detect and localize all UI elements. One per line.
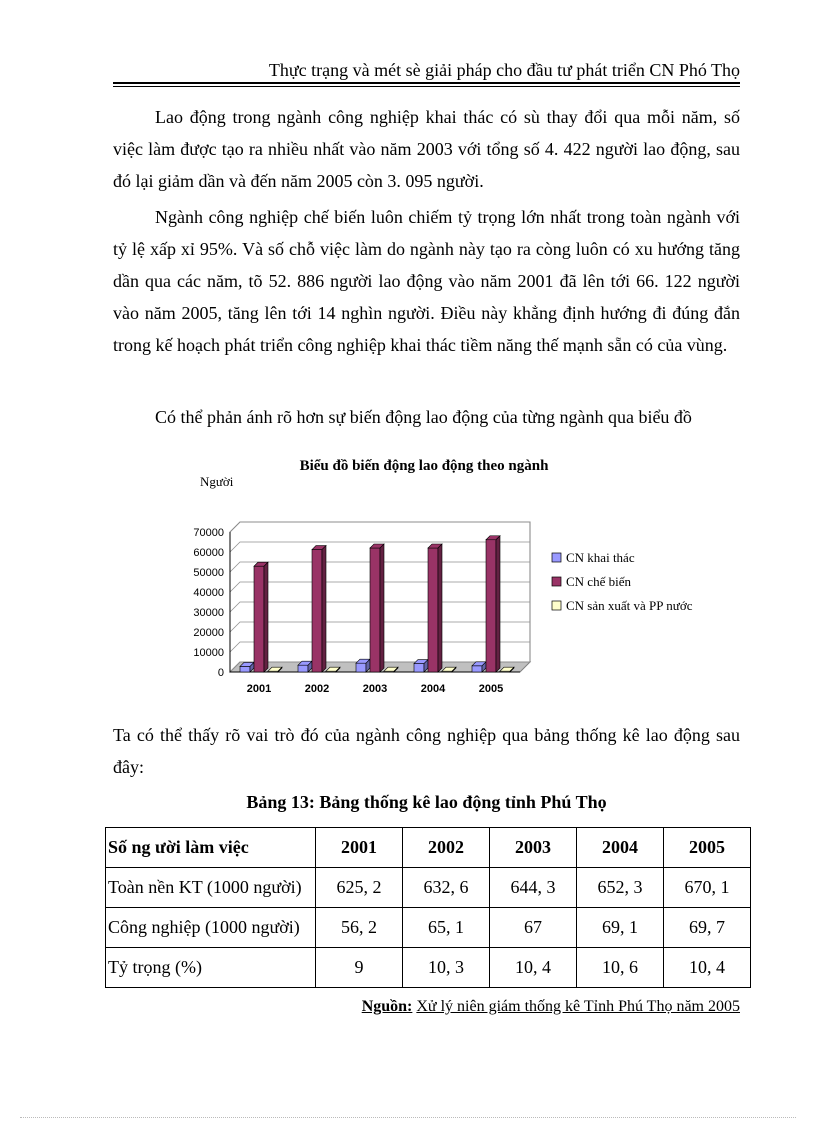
labor-statistics-table bbox=[105, 827, 751, 988]
source-note bbox=[362, 996, 740, 1018]
chart-title: Biểu đồ biến động lao động theo ngành bbox=[299, 458, 549, 474]
bar-1-2002 bbox=[312, 550, 322, 672]
table-cell: 652, 3 bbox=[577, 868, 664, 908]
table-cell: 69, 1 bbox=[577, 908, 664, 948]
source-label: Nguồn: bbox=[361, 998, 413, 1015]
table-cell: 10, 4 bbox=[490, 948, 577, 988]
y-tick-label: 60000 bbox=[193, 547, 224, 559]
x-tick-label: 2005 bbox=[478, 683, 504, 695]
x-tick-label: 2001 bbox=[246, 683, 272, 695]
bar-1-2004 bbox=[428, 548, 438, 672]
paragraph-mining-labor: Lao động trong ngành công nghiệp khai thác có sù thay đổi qua mỗi năm, số việc làm được tạo ra nhiều nhất vào năm 2003 với tổng số 4. 422 người lao động, sau đó lại giảm dần và đến năm 2005 còn 3. 095 người. bbox=[113, 107, 740, 191]
header-cell: 2003 bbox=[490, 828, 577, 868]
x-tick-label: 2004 bbox=[420, 683, 446, 695]
page-header-title: Thực trạng và mét sè giải pháp cho đầu tư phát triển CN Phó Thọ bbox=[268, 60, 740, 80]
paragraph-table-intro: Ta có thể thấy rõ vai trò đó của ngành công nghiệp qua bảng thống kê lao động sau đây: bbox=[113, 725, 740, 777]
table-cell: 67 bbox=[490, 908, 577, 948]
table-cell: 65, 1 bbox=[403, 908, 490, 948]
header-cell: Số ng ười làm việc bbox=[106, 828, 316, 868]
header-cell: 2005 bbox=[664, 828, 751, 868]
bar-side-1-2003 bbox=[380, 544, 384, 672]
table-header-row bbox=[106, 828, 751, 868]
y-tick-label: 10000 bbox=[193, 647, 224, 659]
table-cell: 670, 1 bbox=[664, 868, 751, 908]
table-cell: 9 bbox=[316, 948, 403, 988]
bar-side-1-2005 bbox=[496, 536, 500, 672]
table-caption: Bảng 13: Bảng thống kê lao động tỉnh Phú Thọ bbox=[246, 792, 607, 812]
bar-1-2001 bbox=[254, 566, 264, 672]
table-cell: 10, 3 bbox=[403, 948, 490, 988]
bar-1-2005 bbox=[486, 540, 496, 672]
paragraph-chart-intro: Có thể phản ánh rõ hơn sự biến động lao động của từng ngành qua biểu đồ bbox=[155, 407, 692, 427]
table-cell: 10, 4 bbox=[664, 948, 751, 988]
x-tick-label: 2002 bbox=[304, 683, 330, 695]
legend-swatch-2 bbox=[552, 601, 561, 610]
table-cell: 69, 7 bbox=[664, 908, 751, 948]
source-text: Xử lý niên giám thống kê Tỉnh Phú Thọ năm 2005 bbox=[416, 998, 740, 1015]
bar-0-2005 bbox=[472, 666, 482, 672]
y-tick-label: 70000 bbox=[193, 527, 224, 539]
table-row bbox=[106, 908, 751, 948]
bar-1-2003 bbox=[370, 548, 380, 672]
table-cell: 10, 6 bbox=[577, 948, 664, 988]
paragraph-processing-industry: Ngành công nghiệp chế biến luôn chiếm tỷ trọng lớn nhất trong toàn ngành với tỷ lệ xấp xỉ 95%. Và số chỗ việc làm do ngành này tạo ra còng luôn có xu hướng tăng dần qua các năm, tõ 52. 886 người lao động vào năm 2001 đã lên tới 66. 122 người vào năm 2005, tăng lên tới 14 nghìn người. Điều này khẳng định hướng đi đúng đắn trong kế hoạch phát triển công nghiệp khai thác tiềm năng thế mạnh sẵn có của vùng. bbox=[113, 207, 740, 355]
y-tick-label: 20000 bbox=[193, 627, 224, 639]
table-cell: 644, 3 bbox=[490, 868, 577, 908]
y-tick-label: 30000 bbox=[193, 607, 224, 619]
table-cell: 632, 6 bbox=[403, 868, 490, 908]
bar-0-2002 bbox=[298, 665, 308, 672]
x-tick-label: 2003 bbox=[362, 683, 388, 695]
bar-0-2004 bbox=[414, 664, 424, 672]
header-rule bbox=[113, 82, 740, 84]
table-cell: 56, 2 bbox=[316, 908, 403, 948]
header-rule-thin bbox=[113, 86, 740, 87]
table-cell: 625, 2 bbox=[316, 868, 403, 908]
header-cell: 2004 bbox=[577, 828, 664, 868]
table-row bbox=[106, 948, 751, 988]
bar-0-2003 bbox=[356, 663, 366, 672]
header-cell: 2002 bbox=[403, 828, 490, 868]
bar-side-1-2004 bbox=[438, 544, 442, 672]
y-tick-label: 40000 bbox=[193, 587, 224, 599]
y-tick-label: 50000 bbox=[193, 567, 224, 579]
row-label: Tỷ trọng (%) bbox=[106, 948, 316, 988]
row-label: Công nghiệp (1000 người) bbox=[106, 908, 316, 948]
row-label: Toàn nền KT (1000 người) bbox=[106, 868, 316, 908]
bar-0-2001 bbox=[240, 666, 250, 672]
legend-swatch-0 bbox=[552, 553, 561, 562]
legend-label-1: CN chế biến bbox=[566, 574, 631, 589]
table-row bbox=[106, 868, 751, 908]
y-tick-label: 0 bbox=[217, 667, 224, 679]
bar-side-1-2001 bbox=[264, 562, 268, 672]
y-axis-label: Người bbox=[200, 474, 234, 489]
legend-label-2: CN sản xuất và PP nước bbox=[566, 598, 693, 613]
labor-chart bbox=[180, 450, 740, 710]
page-bottom-border bbox=[20, 1117, 796, 1118]
bar-side-1-2002 bbox=[322, 546, 326, 672]
legend-label-0: CN khai thác bbox=[566, 550, 635, 565]
legend-swatch-1 bbox=[552, 577, 561, 586]
header-cell: 2001 bbox=[316, 828, 403, 868]
